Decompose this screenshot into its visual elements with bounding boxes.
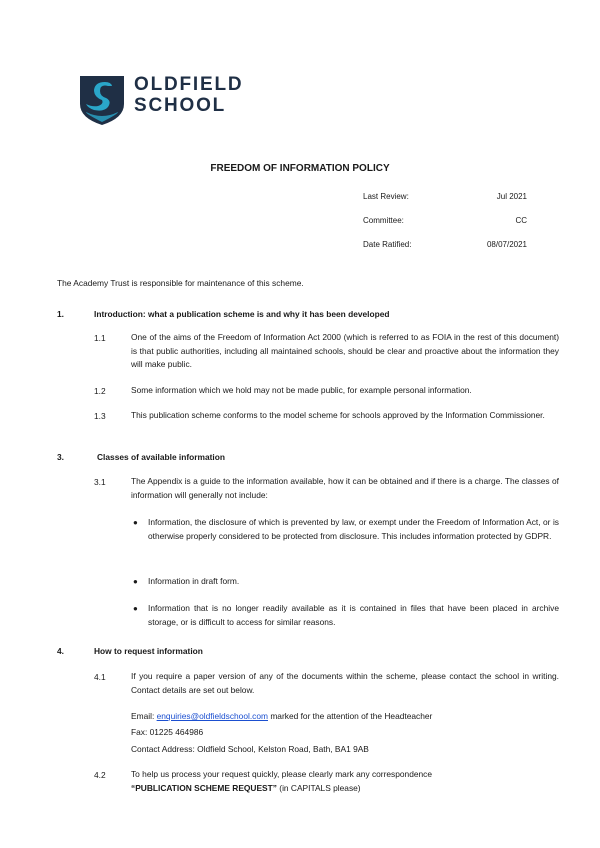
meta-label: Date Ratified: [363,240,412,249]
page-title: FREEDOM OF INFORMATION POLICY [210,163,390,174]
section-heading: Classes of available information [97,452,225,462]
bullet-item: Information, the disclosure of which is prevented by law, or exempt under the Freedom of Information Act, or is otherwise properly considered to be protected from disclosure. This includes information protected by GDPR. [148,517,559,541]
bullet-icon: ● [133,577,138,586]
meta-label: Committee: [363,216,404,225]
meta-label: Last Review: [363,192,409,201]
contact-address: Contact Address: Oldfield School, Kelston Road, Bath, BA1 9AB [131,744,369,754]
contact-email-line [131,710,559,724]
section-number: 1. [57,309,64,319]
item-number: 4.1 [94,672,106,682]
item-number: 3.1 [94,477,106,487]
item-paragraph: Some information which we hold may not be made public, for example personal information. [131,385,472,395]
email-link[interactable]: enquiries@oldfieldschool.com [156,711,268,721]
email-suffix: marked for the attention of the Headteacher [268,711,433,721]
item-paragraph [131,768,559,795]
item-number: 1.1 [94,333,106,343]
school-name: OLDFIELD SCHOOL [134,74,244,116]
item-paragraph: The Appendix is a guide to the information available, how it can be obtained and if there is a charge. The classes of information will generally not include: [131,476,559,500]
item-paragraph: If you require a paper version of any of the documents within the scheme, please contact the school in writing. Contact details are set out below. [131,671,559,695]
bullet-icon: ● [133,518,138,527]
section-number: 3. [57,452,64,462]
bullet-item: Information that is no longer readily available as it is contained in files that have been placed in archive storage, or is difficult to access for similar reasons. [148,603,559,627]
bullet-item: Information in draft form. [148,576,240,586]
email-label: Email: [131,711,157,721]
request-note: (in CAPITALS please) [276,782,361,793]
section-heading: How to request information [94,646,203,656]
meta-value: CC [515,216,527,225]
swan-shield-icon [78,74,126,126]
request-text: To help us process your request quickly, please clearly mark any correspondence [131,769,433,779]
section-number: 4. [57,646,64,656]
item-paragraph: This publication scheme conforms to the model scheme for schools approved by the Information Commissioner. [131,410,545,420]
meta-value: Jul 2021 [496,192,527,201]
section-heading: Introduction: what a publication scheme is and why it has been developed [94,309,390,319]
intro-paragraph: The Academy Trust is responsible for maintenance of this scheme. [57,278,304,288]
contact-fax: Fax: 01225 464986 [131,727,204,737]
bullet-icon: ● [133,604,138,613]
item-number: 4.2 [94,770,106,780]
item-number: 1.2 [94,386,106,396]
item-paragraph: One of the aims of the Freedom of Information Act 2000 (which is referred to as FOIA in the rest of this document) is that public authorities, including all maintained schools, should be clear and proactive about the information they will make public. [131,332,559,370]
item-number: 1.3 [94,411,106,421]
request-marker: “PUBLICATION SCHEME REQUEST” [131,782,277,793]
meta-value: 08/07/2021 [486,240,527,249]
